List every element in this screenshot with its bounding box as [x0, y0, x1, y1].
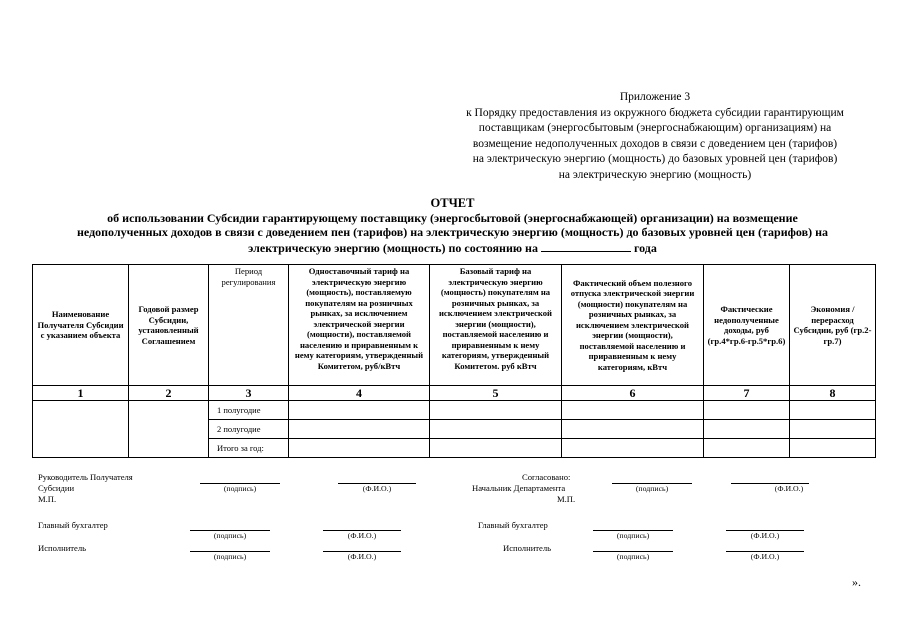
appendix-line: на электрическую энергию (мощность): [558, 168, 752, 181]
name-caption: (Ф.И.О.): [347, 531, 377, 540]
title-line-3-start: электрическую энергию (мощность) по состоянию на: [248, 240, 538, 255]
name-caption: (Ф.И.О.): [774, 484, 804, 493]
column-number: 2: [129, 386, 209, 401]
title-line-3: [30, 240, 875, 256]
name-caption: (Ф.И.О.): [347, 552, 377, 561]
signature-caption: (подпись): [213, 531, 247, 540]
signature-caption: (подпись): [616, 552, 650, 561]
signature-caption: (подпись): [635, 484, 669, 493]
executor-label-left: Исполнитель: [38, 543, 87, 553]
header-cell: Годовой размер Субсидии, установленный Соглашением: [129, 265, 209, 386]
appendix-line: на электрическую энергию (мощность) до базовых уровней цен (тарифов): [472, 153, 838, 165]
header-cell: Фактические недополученные доходы, руб (гр.4*гр.6-гр.5*гр.6): [704, 265, 790, 386]
table-cell[interactable]: [790, 401, 876, 420]
column-number: 4: [289, 386, 430, 401]
column-number: 6: [562, 386, 704, 401]
header-row: [33, 265, 876, 386]
title-main: ОТЧЕТ: [430, 196, 475, 210]
report-table: [32, 264, 876, 458]
table-cell[interactable]: [562, 439, 704, 458]
stamp-label-right: М.П.: [557, 494, 576, 504]
table-cell[interactable]: [430, 439, 562, 458]
column-number: 5: [430, 386, 562, 401]
header-cell: Одноставочный тариф на электрическую энергию (мощность), поставляемую покупателям на розничных рынках, за исключением электрической энергии (мощности), поставляемой населению и приравненным к нему категориям, утвержденный Комитетом, руб/кВтч: [289, 265, 430, 386]
period-label: Итого за год:: [209, 439, 289, 458]
table-cell[interactable]: [704, 420, 790, 439]
header-cell: Экономия / перерасход Субсидии, руб (гр.2-гр.7): [790, 265, 876, 386]
signature-caption: (подпись): [223, 484, 257, 493]
signature-caption: (подпись): [616, 531, 650, 540]
period-label: 1 полугодие: [209, 401, 289, 420]
table-cell[interactable]: [289, 439, 430, 458]
appendix-line: возмещение недополученных доходов в связи с доведением цен (тарифов): [472, 137, 838, 150]
table-row: [33, 401, 876, 420]
accountant-label-left: Главный бухгалтер: [38, 520, 108, 530]
report-title: [30, 196, 875, 255]
date-blank: [541, 240, 631, 252]
table-cell[interactable]: [562, 401, 704, 420]
recipient-head-label: Руководитель Получателя: [38, 472, 133, 482]
signature-caption: (подпись): [213, 552, 247, 561]
table-cell[interactable]: [790, 439, 876, 458]
table-cell[interactable]: [790, 420, 876, 439]
appendix-block: [430, 90, 880, 183]
recipient-head-label-cont: Субсидии: [38, 483, 75, 493]
name-caption: (Ф.И.О.): [750, 552, 780, 561]
closing-mark: ».: [852, 575, 861, 589]
appendix-line: поставщикам (энергосбытовым (энергоснабжающим) организациям) на: [478, 122, 832, 134]
header-cell: Базовый тариф на электрическую энергию (мощность) покупателям на розничных рынках, за исключением электрической энергии (мощности), поставляемой населению и приравненным к нему категориям, утвержденный Комитетом. руб кВтч: [430, 265, 562, 386]
table-cell[interactable]: [704, 401, 790, 420]
name-caption: (Ф.И.О.): [750, 531, 780, 540]
title-line-2: недополученных доходов в связи с доведением пен (тарифов) на электрическую энергию (мощность) до базовых уровней цен (тарифов) на: [76, 225, 828, 239]
column-number: 3: [209, 386, 289, 401]
column-number: 7: [704, 386, 790, 401]
title-line-3-end: года: [633, 240, 657, 255]
table-cell[interactable]: [430, 420, 562, 439]
table-cell[interactable]: [562, 420, 704, 439]
executor-label-right: Исполнитель: [503, 543, 552, 553]
column-number-row: [33, 386, 876, 401]
header-cell: Фактический объем полезного отпуска электрической энергии (мощности) покупателям на розничных рынках, за исключением электрической энергии (мощности), поставляемой населению и приравненным к нему категориям, кВтч: [562, 265, 704, 386]
header-cell: Период регулирования: [209, 265, 289, 386]
appendix-line: Приложение 3: [619, 91, 691, 103]
period-label: 2 полугодие: [209, 420, 289, 439]
table-cell[interactable]: [704, 439, 790, 458]
accountant-label-right: Главный бухгалтер: [478, 520, 548, 530]
table-cell[interactable]: [430, 401, 562, 420]
appendix-line: к Порядку предоставления из окружного бюджета субсидии гарантирующим: [466, 106, 844, 119]
title-line-1: об использовании Субсидии гарантирующему поставщику (энергосбытовой (энергоснабжающей) организации) на возмещение: [107, 210, 798, 225]
header-cell: Наименование Получателя Субсидии с указанием объекта: [33, 265, 129, 386]
stamp-label-left: М.П.: [38, 494, 57, 504]
column-number: 8: [790, 386, 876, 401]
column-number: 1: [33, 386, 129, 401]
recipient-cell[interactable]: [33, 401, 129, 458]
department-head-label: Начальник Департамента: [472, 483, 566, 493]
subsidy-cell[interactable]: [129, 401, 209, 458]
name-caption: (Ф.И.О.): [362, 484, 392, 493]
approved-label: Согласовано:: [522, 472, 571, 482]
table-cell[interactable]: [289, 401, 430, 420]
table-cell[interactable]: [289, 420, 430, 439]
